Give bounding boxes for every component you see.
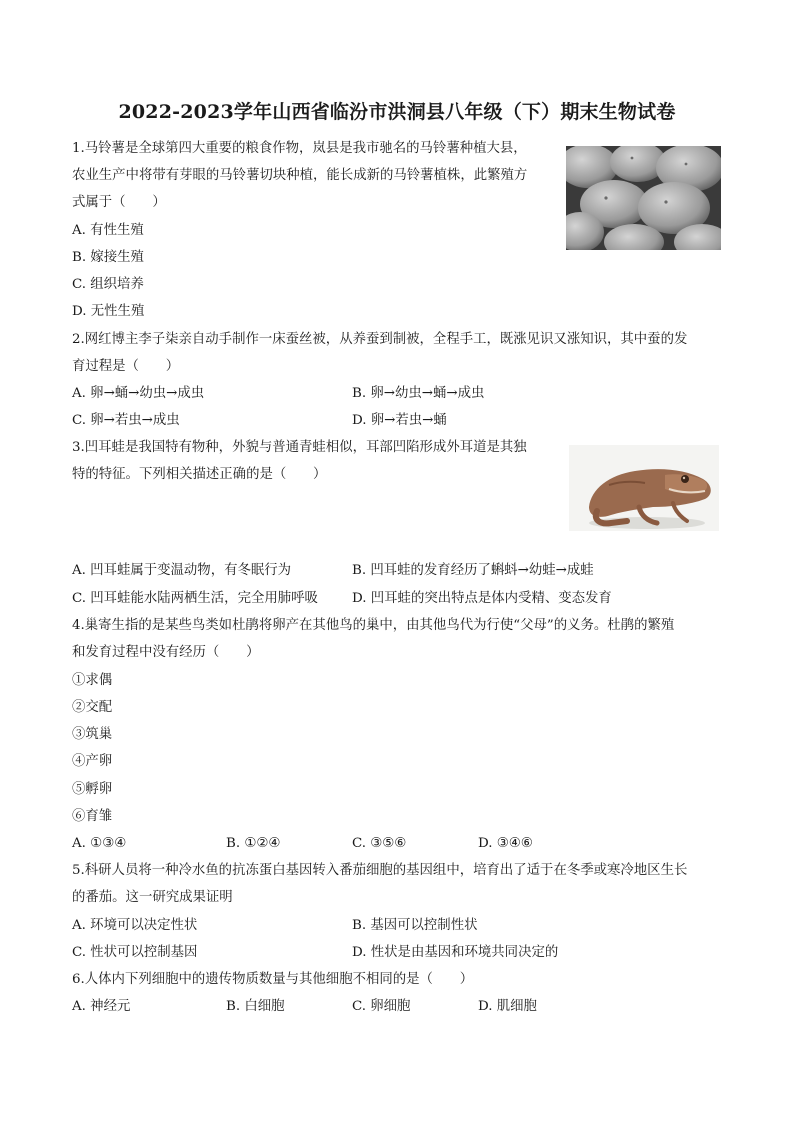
q1-option-c[interactable]: C. 组织培养	[72, 277, 144, 292]
q4-item-3: ③筑巢	[72, 727, 113, 742]
q1-option-d[interactable]: D. 无性生殖	[72, 304, 145, 319]
q6-option-d[interactable]: D. 肌细胞	[478, 999, 537, 1014]
q6-option-a[interactable]: A. 神经元	[72, 999, 131, 1014]
q5-option-d[interactable]: D. 性状是由基因和环境共同决定的	[352, 945, 559, 960]
q4-item-1: ①求偶	[72, 673, 113, 688]
q3-stem-line-2: 特的特征。下列相关描述正确的是（ ）	[72, 467, 327, 482]
q4-item-2: ②交配	[72, 700, 113, 715]
q5-option-c[interactable]: C. 性状可以控制基因	[72, 945, 198, 960]
q5-stem-line-1: 5.科研人员将一种冷水鱼的抗冻蛋白基因转入番茄细胞的基因组中，培育出了适于在冬季或寒冷地区生长	[72, 863, 688, 878]
q1-option-b[interactable]: B. 嫁接生殖	[72, 250, 144, 265]
q1-stem-line-1: 1.马铃薯是全球第四大重要的粮食作物，岚县是我市驰名的马铃薯种植大县，	[72, 141, 527, 156]
q2-stem-line-2: 育过程是（ ）	[72, 359, 180, 374]
q6-option-c[interactable]: C. 卵细胞	[352, 999, 411, 1014]
exam-title: 2022-2023学年山西省临汾市洪洞县八年级（下）期末生物试卷	[118, 101, 676, 123]
q2-option-a[interactable]: A. 卵→蛹→幼虫→成虫	[72, 386, 205, 401]
q5-option-a[interactable]: A. 环境可以决定性状	[72, 918, 198, 933]
potato-photo	[566, 146, 721, 250]
q2-option-d[interactable]: D. 卵→若虫→蛹	[352, 413, 447, 428]
q4-item-5: ⑤孵卵	[72, 782, 113, 797]
q4-option-b[interactable]: B. ①②④	[226, 836, 281, 851]
q4-option-a[interactable]: A. ①③④	[72, 836, 127, 851]
q4-option-c[interactable]: C. ③⑤⑥	[352, 836, 407, 851]
q3-option-d[interactable]: D. 凹耳蛙的突出特点是体内受精、变态发育	[352, 591, 612, 606]
q4-option-d[interactable]: D. ③④⑥	[478, 836, 533, 851]
q3-stem-line-1: 3.凹耳蛙是我国特有物种，外貌与普通青蛙相似，耳部凹陷形成外耳道是其独	[72, 440, 527, 455]
q4-item-4: ④产卵	[72, 754, 113, 769]
q5-option-b[interactable]: B. 基因可以控制性状	[352, 918, 478, 933]
q2-stem-line-1: 2.网红博主李子柒亲自动手制作一床蚕丝被，从养蚕到制被，全程手工，既涨见识又涨知识，其中蚕的发	[72, 332, 688, 347]
frog-photo	[569, 445, 719, 531]
q1-option-a[interactable]: A. 有性生殖	[72, 223, 144, 238]
q1-stem-line-3: 式属于（ ）	[72, 195, 166, 210]
q4-stem-line-2: 和发育过程中没有经历（ ）	[72, 645, 260, 660]
q3-option-c[interactable]: C. 凹耳蛙能水陆两栖生活，完全用肺呼吸	[72, 591, 318, 606]
q2-option-c[interactable]: C. 卵→若虫→成虫	[72, 413, 180, 428]
q5-stem-line-2: 的番茄。这一研究成果证明	[72, 890, 233, 905]
q4-item-6: ⑥育雏	[72, 809, 113, 824]
q2-option-b[interactable]: B. 卵→幼虫→蛹→成虫	[352, 386, 485, 401]
q6-option-b[interactable]: B. 白细胞	[226, 999, 285, 1014]
q3-option-a[interactable]: A. 凹耳蛙属于变温动物，有冬眠行为	[72, 563, 292, 578]
q6-stem-line-1: 6.人体内下列细胞中的遗传物质数量与其他细胞不相同的是（ ）	[72, 972, 474, 987]
q3-option-b[interactable]: B. 凹耳蛙的发育经历了蝌蚪→幼蛙→成蛙	[352, 563, 594, 578]
q4-stem-line-1: 4.巢寄生指的是某些鸟类如杜鹃将卵产在其他鸟的巢中，由其他鸟代为行使“父母”的义务。杜鹃的繁殖	[72, 618, 675, 633]
q1-stem-line-2: 农业生产中将带有芽眼的马铃薯切块种植，能长成新的马铃薯植株，此繁殖方	[72, 168, 528, 183]
